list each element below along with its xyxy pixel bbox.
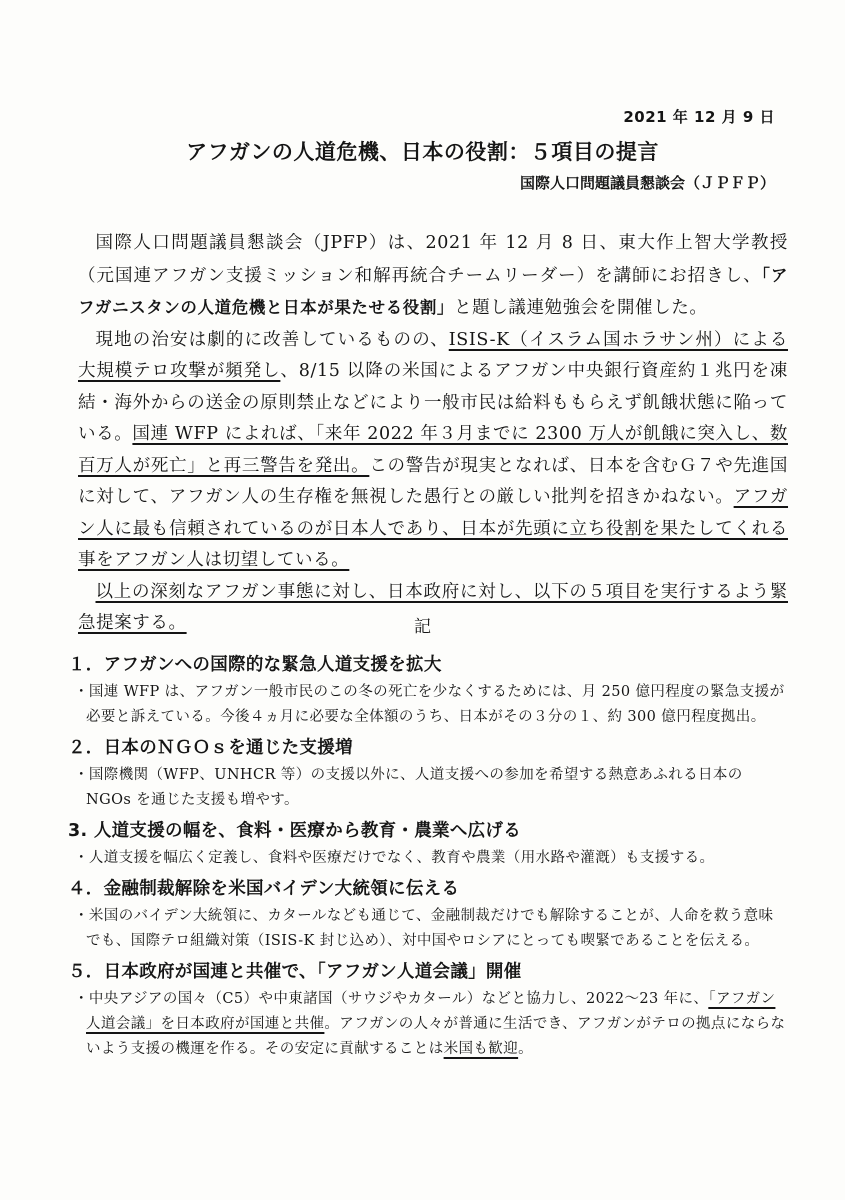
p2-text-c: 、8/15 以降の米国によるアフガン中央銀行資産約１兆円を凍結・海外からの送金の原則禁止などにより一般市民は給料ももらえず飢餓状態に陥っている。 xyxy=(78,361,788,444)
proposal-item xyxy=(68,816,788,871)
proposal-text xyxy=(68,987,788,1062)
p2-text-a: 現地の治安は劇的に改善しているものの、 xyxy=(95,329,449,350)
intro-body xyxy=(78,228,788,640)
p2-underlined-wfp: 国連 WFP によれば、「来年 2022 年３月までに 2300 万人が飢餓に突入し、数百万人が死亡」と再三警告を発出。 xyxy=(78,424,788,476)
proposal-heading: ５．日本政府が国連と共催で、「アフガン人道会議」開催 xyxy=(68,962,522,982)
proposal-text: ・人道支援を幅広く定義し、食料や医療だけでなく、教育や農業（用水路や灌漑）も支援する。 xyxy=(74,850,715,866)
item5-text-a: ・中央アジアの国々（C5）や中東諸国（サウジやカタール）などと協力し、2022～23 年に、 xyxy=(74,991,709,1007)
p2-underlined-trust: アフガン人に最も信頼されているのが日本人であり、日本が先頭に立ち役割を果たしてくれる事をアフガン人は切望している。 xyxy=(78,487,789,570)
proposal-text: ・国連 WFP は、アフガン一般市民のこの冬の死亡を少なくするためには、月 250 億円程度の緊急支援が必要と訴えている。今後４ヵ月に必要な全体額のうち、日本がその３分の１、約 300 億円程度拠出。 xyxy=(74,684,785,725)
proposal-item xyxy=(68,957,788,1062)
seminar-title: 「アフガニスタンの人道危機と日本が果たせる役割」 xyxy=(78,265,788,317)
organization-name: 国際人口問題議員懇談会（ＪＰＦＰ） xyxy=(519,174,775,192)
p2-text-e: この警告が現実となれば、日本を含むＧ７や先進国に対して、アフガン人の生存権を無視した愚行との厳しい批判を招きかねない。 xyxy=(78,455,788,507)
intro-paragraph-2 xyxy=(78,325,788,577)
proposal-item xyxy=(68,874,788,954)
proposal-text: ・国際機関（WFP、UNHCR 等）の支援以外に、人道支援への参加を希望する熱意あふれる日本の NGOs を通じた支援も増やす。 xyxy=(74,767,743,808)
document-title: アフガンの人道危機、日本の役割：５項目の提言 xyxy=(186,140,659,164)
item5-underlined-conference: 「アフガン人道会議」を日本政府が国連と共催 xyxy=(86,991,776,1032)
proposal-text: ・米国のバイデン大統領に、カタールなども通じて、金融制裁だけでも解除することが、人命を救う意味でも、国際テロ組織対策（ISIS-K 封じ込め）、対中国やロシアにとっても喫緊であることを伝える。 xyxy=(74,908,774,949)
proposal-item xyxy=(68,650,788,730)
p2-underlined-isis: ISIS-K（イスラム国ホラサン州）による大規模テロ攻撃が頻発し xyxy=(78,329,788,381)
ki-marker: 記 xyxy=(414,617,431,637)
proposal-heading: １．アフガンへの国際的な緊急人道支援を拡大 xyxy=(68,655,442,675)
document-date: 2021 年 12 月 9 日 xyxy=(623,108,775,126)
proposal-heading: ４．金融制裁解除を米国バイデン大統領に伝える xyxy=(68,879,460,899)
proposal-list xyxy=(68,650,788,1065)
item5-text-e: 。 xyxy=(518,1041,534,1057)
intro-paragraph-1 xyxy=(78,228,788,325)
proposal-heading: 3. 人道支援の幅を、食料・医療から教育・農業へ広げる xyxy=(68,821,522,841)
proposal-item xyxy=(68,733,788,813)
item5-text-c: 。アフガンの人々が普通に生活でき、アフガンがテロの拠点にならないよう支援の機運を作る。その安定に貢献することは xyxy=(86,1016,786,1057)
p3-underlined-proposal: 以上の深刻なアフガン事態に対し、日本政府に対し、以下の５項目を実行するよう緊急提案する。 xyxy=(78,581,788,633)
p1-text-c: と題し議連勉強会を開催した。 xyxy=(454,298,708,318)
proposal-heading: ２．日本のＮＧＯｓを通じた支援増 xyxy=(68,738,353,758)
p1-text-a: 国際人口問題議員懇談会（JPFP）は、2021 年 12 月 8 日、東大作上智大学教授（元国連アフガン支援ミッション和解再統合チームリーダー）を講師にお招きし、 xyxy=(78,233,788,286)
item5-underlined-us: 米国も歓迎 xyxy=(443,1041,519,1057)
